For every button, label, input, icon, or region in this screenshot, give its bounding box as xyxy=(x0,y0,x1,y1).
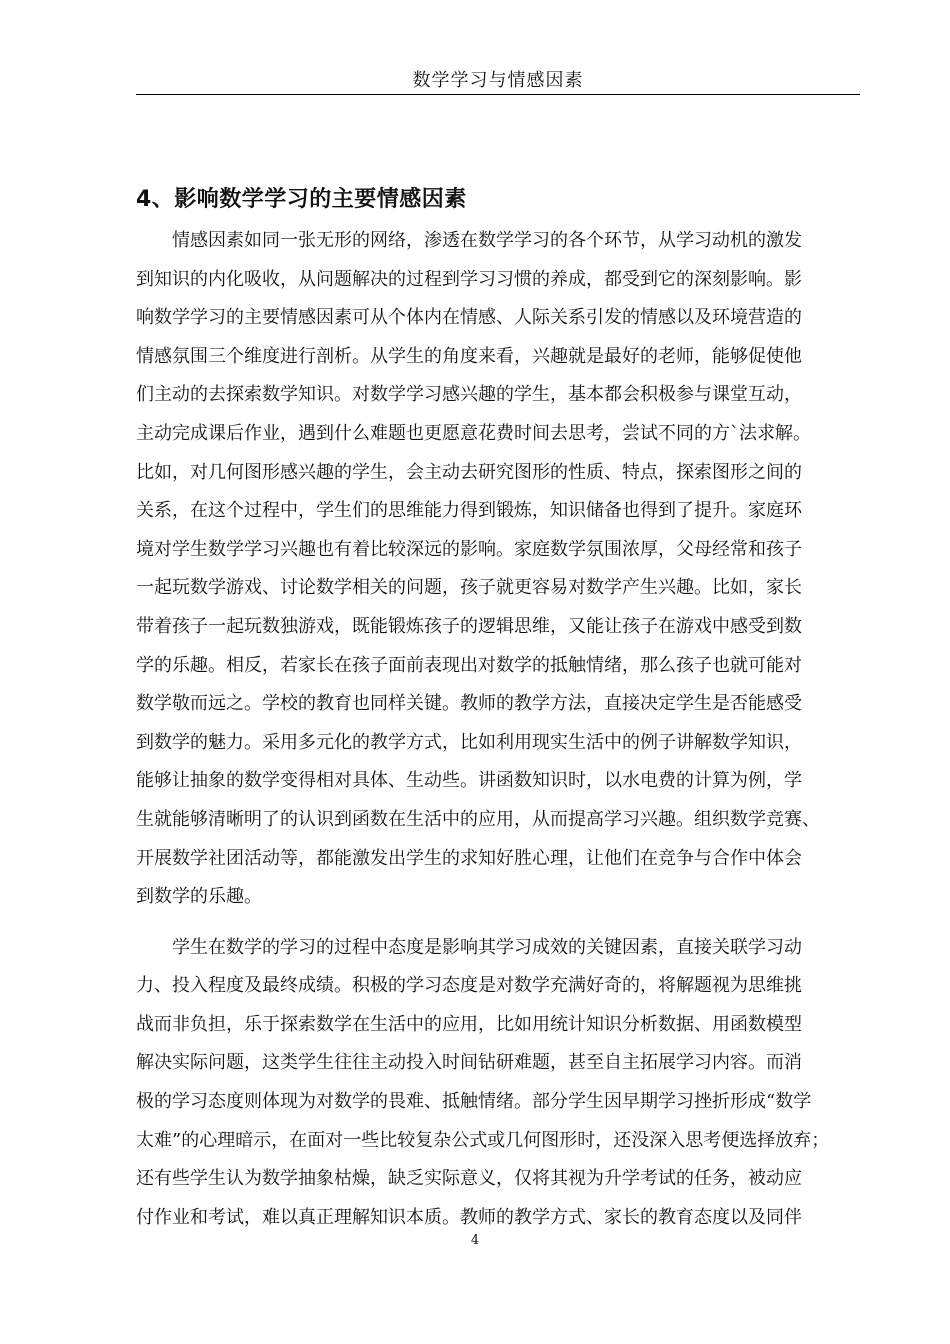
text-line: 能够让抽象的数学变得相对具体、生动些。讲函数知识时，以水电费的计算为例，学 xyxy=(136,770,802,792)
text-line: 数学敬而远之。学校的教育也同样关键。教师的教学方法，直接决定学生是否能感受 xyxy=(136,693,802,715)
text-line: 们主动的去探索数学知识。对数学学习感兴趣的学生，基本都会积极参与课堂互动， xyxy=(136,384,802,406)
text-line: 关系，在这个过程中，学生们的思维能力得到锻炼，知识储备也得到了提升。家庭环 xyxy=(136,500,802,522)
text-line: 学的乐趣。相反，若家长在孩子面前表现出对数学的抵触情绪，那么孩子也就可能对 xyxy=(136,654,802,676)
text-line: 响数学学习的主要情感因素可从个体内在情感、人际关系引发的情感以及环境营造的 xyxy=(136,307,802,329)
header-divider xyxy=(136,94,860,95)
text-line: 付作业和考试，难以真正理解知识本质。教师的教学方式、家长的教育态度以及同伴 xyxy=(136,1206,802,1228)
text-line: 战而非负担，乐于探索数学在生活中的应用，比如用统计知识分析数据、用函数模型 xyxy=(136,1013,802,1035)
text-line: 主动完成课后作业，遇到什么难题也更愿意花费时间去思考，尝试不同的方`法求解。 xyxy=(136,422,811,444)
page-number: 4 xyxy=(470,1233,480,1248)
text-line: 一起玩数学游戏、讨论数学相关的问题，孩子就更容易对数学产生兴趣。比如，家长 xyxy=(136,577,802,599)
text-line: 境对学生数学学习兴趣也有着比较深远的影响。家庭数学氛围浓厚，父母经常和孩子 xyxy=(136,538,802,560)
text-line: 开展数学社团活动等，都能激发出学生的求知好胜心理，让他们在竞争与合作中体会 xyxy=(136,847,802,869)
text-line: 情感因素如同一张无形的网络，渗透在数学学习的各个环节，从学习动机的激发 xyxy=(136,230,802,251)
text-line: 到知识的内化吸收，从问题解决的过程到学习习惯的养成，都受到它的深刻影响。影 xyxy=(136,268,802,290)
text-line: 带着孩子一起玩数独游戏，既能锻炼孩子的逻辑思维，又能让孩子在游戏中感受到数 xyxy=(136,615,802,637)
text-line: 力、投入程度及最终成绩。积极的学习态度是对数学充满好奇的，将解题视为思维挑 xyxy=(136,975,802,997)
text-line: 到数学的魅力。采用多元化的教学方式，比如利用现实生活中的例子讲解数学知识， xyxy=(136,731,802,753)
running-header: 数学学习与情感因素 xyxy=(412,70,584,91)
text-line: 解决实际问题，这类学生往往主动投入时间钻研难题，甚至自主拓展学习内容。而消 xyxy=(136,1052,802,1074)
text-line: 情感氛围三个维度进行剖析。从学生的角度来看，兴趣就是最好的老师，能够促使他 xyxy=(136,345,802,367)
text-line: 比如，对几何图形感兴趣的学生，会主动去研究图形的性质、特点，探索图形之间的 xyxy=(136,461,802,483)
paragraph-gap xyxy=(136,917,860,929)
paragraph xyxy=(136,929,860,1238)
text-line: 生就能够清晰明了的认识到函数在生活中的应用，从而提高学习兴趣。组织数学竞赛、 xyxy=(136,808,820,830)
paragraph xyxy=(136,222,860,917)
section-heading: 4、影响数学学习的主要情感因素 xyxy=(136,187,467,212)
body-text xyxy=(136,222,860,1237)
text-line: 到数学的乐趣。 xyxy=(136,886,262,908)
text-line: 极的学习态度则体现为对数学的畏难、抵触情绪。部分学生因早期学习挫折形成“数学 xyxy=(136,1091,812,1113)
text-line: 学生在数学的学习的过程中态度是影响其学习成效的关键因素，直接关联学习动 xyxy=(136,936,802,958)
text-line: 还有些学生认为数学抽象枯燥，缺乏实际意义，仅将其视为升学考试的任务，被动应 xyxy=(136,1168,802,1190)
text-line: 太难”的心理暗示，在面对一些比较复杂公式或几何图形时，还没深入思考便选择放弃； xyxy=(136,1129,830,1151)
